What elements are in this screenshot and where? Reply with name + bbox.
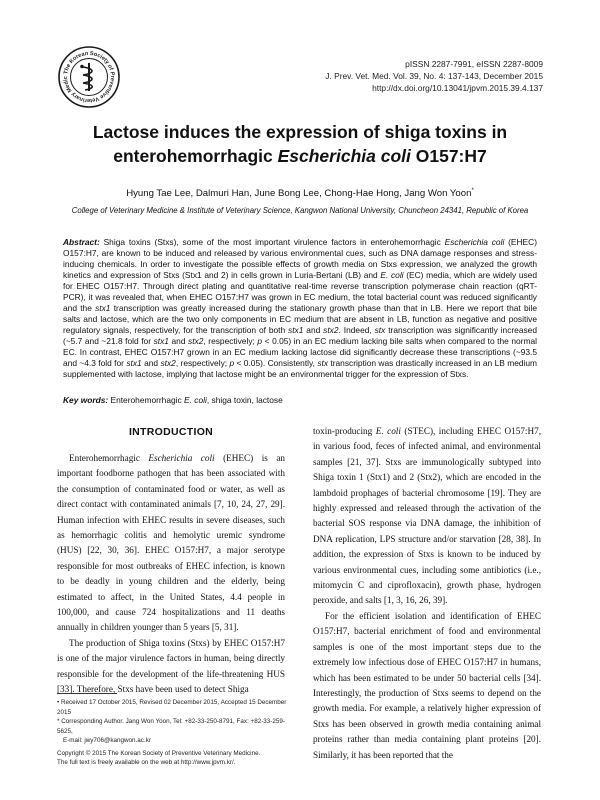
- society-seal-logo: [58, 46, 120, 108]
- svg-text:The Korean Society of Preventi: The Korean Society of Preventive Veterinary Medic: [62, 50, 116, 104]
- copyright-line: Copyright © 2015 The Korean Society of Preventive Veterinary Medicine.: [57, 749, 261, 757]
- footnotes: [57, 698, 297, 768]
- intro-paragraph-1: Enterohemorrhagic Escherichia coli (EHEC) is an important foodborne pathogen that has been associated with the consumption of contaminated food or water, as well as direct contact with contaminated animals [7, 10, 24, 27, 29]. Human infection with EHEC results in severe diseases, such as hemorrhagic colitis and hemolytic uremic syndrome (HUS) [22, 30, 36]. EHEC O157:H7, a major serotype responsible for most outbreaks of EHEC infection, is known to be deadly in young children and the elderly, being estimated to affect, in the United States, 4.4 people in 100,000, and cause 724 hospitalizations and 11 deaths annually in children younger than 5 years [5, 31].: [57, 453, 285, 633]
- corresponding-email[interactable]: E-mail: jwy706@kangwon.ac.kr: [63, 737, 151, 744]
- fulltext-line: The full text is freely available on the web at http://www.jpvm.kr/.: [57, 759, 236, 766]
- footnote-divider: [57, 693, 117, 694]
- intro-paragraph-2: The production of Shiga toxins (Stxs) by EHEC O157:H7 is one of the major virulence factors in human, being directly responsible for the development of the life-threatening HUS [33]. Therefore, Stxs have been used to detect Shiga: [57, 637, 285, 695]
- author-names: Hyung Tae Lee, Dalmuri Han, June Bong Lee, Chong-Hae Hong, Jang Won Yoon: [126, 188, 472, 200]
- intro-paragraph-4: For the efficient isolation and identification of EHEC O157:H7, bacterial enrichment of food and environmental samples is one of the most important steps due to the extremely low infectious dose of EHEC O157:H7 in humans, which has been estimated to be under 50 bacterial cells [34]. Interestingly, the production of Stxs seems to depend on the growth media. For example, a relatively higher expression of Stxs has been observed in growth media containing animal proteins rather than media containing plant proteins [20]. Similarly, it has been reported that the: [313, 610, 541, 760]
- affiliation: College of Veterinary Medicine & Institute of Veterinary Science, Kangwon National University, Chuncheon 24341, Republic of Korea: [71, 206, 529, 215]
- title-line-1: Lactose induces the expression of shiga toxins in: [92, 122, 508, 142]
- journal-citation-line: J. Prev. Vet. Med. Vol. 39, No. 4: 137-143, December 2015: [325, 71, 543, 81]
- author-list: [60, 185, 540, 200]
- body-column-right: [313, 424, 541, 763]
- keywords-label: Key words:: [63, 395, 109, 405]
- journal-header: [325, 58, 543, 94]
- issn-line: pISSN 2287-7991, eISSN 2287-8009: [405, 59, 543, 69]
- abstract-label: Abstract:: [63, 237, 100, 247]
- intro-paragraph-3: toxin-producing E. coli (STEC), including EHEC O157:H7, in various food, feces of infected animal, and environmental samples [21, 37]. Stxs are immunologically subtyped into Shiga toxin 1 (Stx1) and 2 (Stx2), which are encoded in the lambdoid prophages of bacterial chromosome [19]. They are highly expressed and released through the activation of the bacterial SOS response via DNA damage, the inhibition of DNA replication, LPS structure and/or starvation [28, 38]. In addition, the expression of Stxs is known to be induced by various environmental cues, including some antibiotics (i.e., mitomycin C and ciprofloxacin), growth phase, hydrogen peroxide, and salts [1, 3, 16, 26, 39].: [313, 426, 542, 606]
- corresponding-author: * Corresponding Author. Jang Won Yoon, Tel: +82-33-250-8791, Fax: +82-33-259-5625,: [57, 718, 286, 735]
- title-line-2: enterohemorrhagic Escherichia coli O157:H7: [113, 146, 487, 166]
- paper-title: [60, 120, 540, 168]
- corresponding-mark: *: [471, 188, 474, 194]
- received-dates: • Received 17 October 2015, Revised 02 December 2015, Accepted 15 December 2015: [57, 699, 287, 716]
- keywords: Key words: Enterohemorrhagic E. coli, shiga toxin, lactose: [63, 395, 283, 405]
- introduction-heading: INTRODUCTION: [128, 426, 214, 438]
- doi-link[interactable]: http://dx.doi.org/10.13041/jpvm.2015.39.4.137: [372, 83, 543, 93]
- abstract: Abstract: Shiga toxins (Stxs), some of the most important virulence factors in enterohemorrhagic Escherichia coli (EHEC) O157:H7, are known to be induced and released by various environmental cues, such as DNA damage responses and stress-inducing chemicals. In order to investigate the possible effects of growth media on Stxs expression, we analyzed the growth kinetics and expression of Stxs (Stx1 and 2) in cells grown in Luria-Bertani (LB) and E. coli (EC) media, which are widely used for EHEC O157:H7. Through direct plating and quantitative real-time reverse transcription polymerase chain reaction (qRT-PCR), it was revealed that, when EHEC O157:H7 was grown in EC medium, the total bacterial count was reduced significantly and the stx1 transcription was greatly increased during the stationary growth phase than that in LB. Here we report that bile salts and lactose, which are the two only components in EC medium that are absent in LB, function as negative and positive regulatory signals, respectively, for the transcription of both stx1 and stx2. Indeed, stx transcription was significantly increased (~5.7 and ~21.8 fold for stx1 and stx2, respectively; p < 0.05) in an EC medium lacking bile salts when compared to the normal EC. In contrast, EHEC O157:H7 grown in an EC medium lacking lactose did significantly decrease these transcriptions (~93.5 and ~4.3 fold for stx1 and stx2, respectively; p < 0.05). Consistently, stx transcription was drastically increased in an LB medium supplemented with lactose, implying that lactose might be an environmental trigger for the expression of Stxs.: [63, 237, 538, 379]
- body-column-left: [57, 425, 285, 698]
